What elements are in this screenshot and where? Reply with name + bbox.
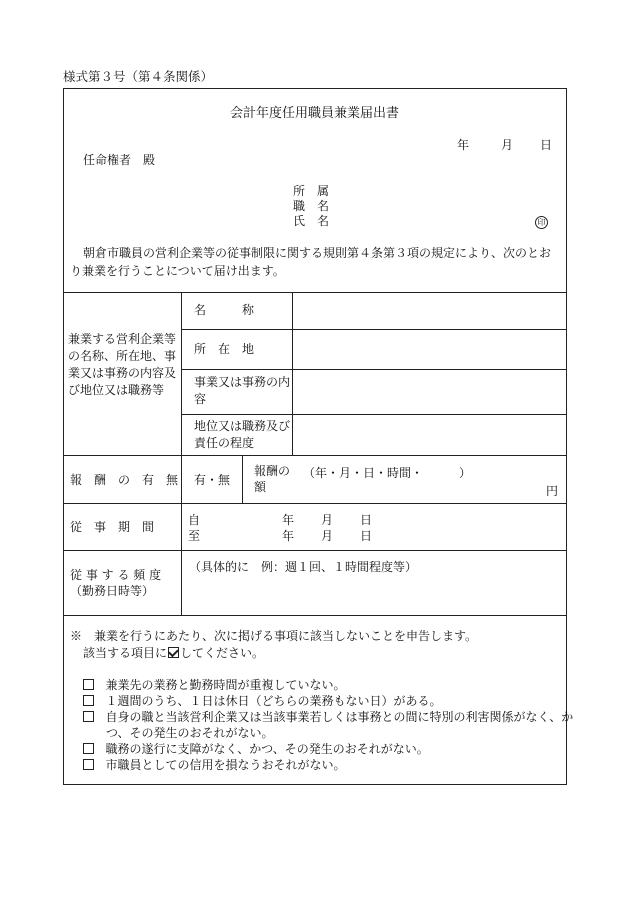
company-address-label: 所 在 地 — [194, 342, 255, 356]
checkbox[interactable] — [83, 679, 94, 690]
period-to-day: 日 — [360, 529, 373, 543]
intro-paragraph: 朝倉市職員の営利企業等の従事制限に関する規則第４条第３項の規定により、次のとおり兼業を行うことについて届け出ます。 — [70, 246, 552, 278]
declaration-item: 自身の職と当該営利企業又は当該事業若しくは事務との間に特別の利害関係がなく、かつ、その発生のおそれがない。 — [83, 709, 586, 741]
form-number-label: 様式第３号（第４条関係） — [63, 69, 214, 84]
declaration-item: 市職員としての信用を損なうおそれがない。 — [83, 757, 345, 773]
declaration-item: １週間のうち、１日は休日（どちらの業務もない日）がある。 — [83, 693, 441, 709]
addressee: 任命権者 殿 — [83, 153, 156, 167]
declaration-instruction: 該当する項目に してください。 — [83, 646, 265, 660]
form-frame — [63, 88, 574, 785]
checkbox[interactable] — [83, 695, 94, 706]
frequency-subheading: （勤務日時等） — [70, 584, 155, 598]
remuneration-choice[interactable]: 有・無 — [194, 473, 231, 487]
divider — [292, 292, 293, 455]
checkbox[interactable] — [83, 743, 94, 754]
date-day-label: 日 — [540, 138, 553, 152]
checkbox[interactable] — [83, 759, 94, 770]
remuneration-unit-options[interactable]: （年・月・日・時間・ ） — [303, 466, 472, 480]
declaration-item: 兼業先の業務と勤務時間が重複していない。 — [83, 677, 345, 693]
period-from-day: 日 — [360, 513, 373, 527]
divider — [64, 455, 566, 456]
period-to-label: 至 — [188, 529, 201, 543]
divider — [64, 292, 566, 293]
applicant-dept-label: 所 属 — [293, 184, 330, 198]
applicant-name-label: 氏 名 — [293, 214, 330, 228]
period-to-year: 年 — [282, 529, 295, 543]
period-from-month: 月 — [321, 513, 334, 527]
divider — [181, 369, 566, 370]
divider — [181, 329, 566, 330]
divider — [181, 292, 182, 615]
checkbox[interactable] — [83, 711, 94, 722]
date-year-label: 年 — [457, 138, 470, 152]
seal-mark: 印 — [535, 216, 548, 229]
company-section-heading: 兼業する営利企業等の名称、所在地、事業又は事務の内容及び地位又は職務等 — [68, 332, 177, 397]
date-month-label: 月 — [501, 138, 514, 152]
frequency-hint[interactable]: （具体的に 例：週１回、１時間程度等） — [189, 560, 418, 574]
declaration-item: 職務の遂行に支障がなく、かつ、その発生のおそれがない。 — [83, 741, 429, 757]
period-from-label: 自 — [188, 513, 201, 527]
remuneration-currency: 円 — [546, 484, 559, 498]
form-title: 会計年度任用職員兼業届出書 — [230, 106, 400, 121]
frequency-heading: 従 事 す る 頻 度 — [70, 568, 162, 582]
divider — [64, 615, 566, 616]
remuneration-heading: 報 酬 の 有 無 — [70, 473, 179, 487]
divider — [64, 550, 566, 551]
period-to-month: 月 — [321, 529, 334, 543]
divider — [181, 414, 566, 415]
applicant-position-label: 職 名 — [293, 199, 330, 213]
checked-box-icon — [168, 647, 179, 658]
business-content-label: 事業又は事務の内容 — [194, 375, 291, 406]
divider — [242, 455, 243, 503]
position-duty-label: 地位又は職務及び責任の程度 — [194, 419, 291, 450]
declaration-intro: ※ 兼業を行うにあたり、次に掲げる事項に該当しないことを申告します。 — [70, 629, 478, 643]
company-name-label: 名 称 — [194, 303, 255, 317]
period-heading: 従 事 期 間 — [70, 520, 155, 534]
period-from-year: 年 — [282, 513, 295, 527]
divider — [64, 503, 566, 504]
remuneration-amount-label: 報酬の額 — [254, 464, 291, 494]
